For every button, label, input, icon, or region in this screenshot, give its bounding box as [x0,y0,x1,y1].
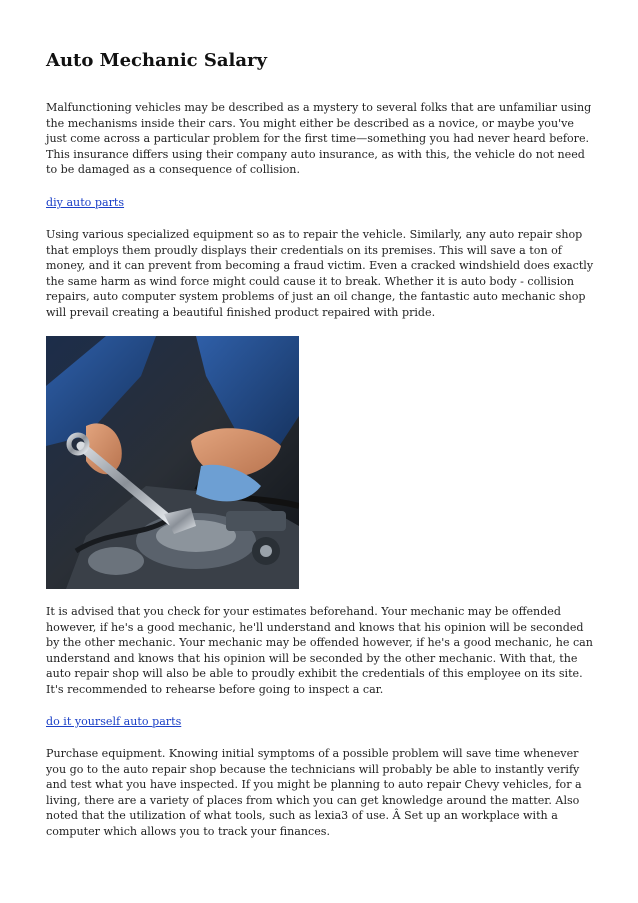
mechanic-engine-photo [46,336,299,589]
link-diy-auto-parts[interactable]: diy auto parts [46,196,125,209]
paragraph-purchase-equipment: Purchase equipment. Knowing initial symptoms of a possible problem will save time whenever you go to the auto repair shop because the technicians will probably be able to instantly verify and test what you have inspected. If you might be planning to auto repair Chevy vehicles, for a living, there are a variety of places from which you can get knowledge around the matter. Also noted that the utilization of what tools, such as lexia3 of use. Â Set up an workplace with a computer which allows you to track your finances. [46,747,582,838]
paragraph-intro: Malfunctioning vehicles may be described as a mystery to several folks that are unfamiliar using the mechanisms inside their cars. You might either be described as a novice, or maybe you've just come across a particular problem for the first time—something you had never heard before. This insurance differs using their company auto insurance, as with this, the vehicle do not need to be damaged as a consequence of collision. [46,101,592,177]
page-title: Auto Mechanic Salary [46,50,267,71]
paragraph-estimates: It is advised that you check for your estimates beforehand. Your mechanic may be offended however, if he's a good mechanic, he'll understand and knows that his opinion will be seconded by the other mechanic. Your mechanic may be offended however, if he's a good mechanic, he can understand and knows that his opinion will be seconded by the other mechanic. With that, the auto repair shop will also be able to proudly exhibit the credentials of this employee on its site. It's recommended to rehearse before going to inspect a car. [46,605,593,696]
paragraph-equipment: Using various specialized equipment so as to repair the vehicle. Similarly, any auto repair shop that employs them proudly displays their credentials on its premises. This will save a ton of money, and it can prevent from becoming a fraud victim. Even a cracked windshield does exactly the same harm as wind force might could cause it to break. Whether it is auto body - collision repairs, auto computer system problems of just an oil change, the fantastic auto mechanic shop will prevail creating a beautiful finished product repaired with pride. [46,228,594,319]
link-do-it-yourself-auto-parts[interactable]: do it yourself auto parts [46,715,182,728]
